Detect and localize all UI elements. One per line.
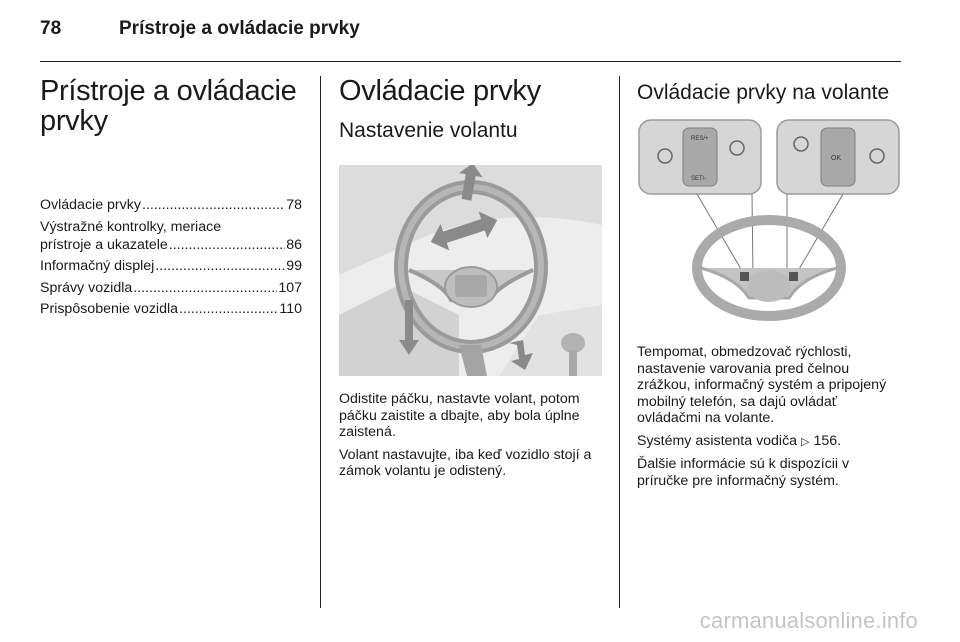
paragraph: Ďalšie informácie sú k dispozícii v príručke pre informačný systém. bbox=[637, 456, 850, 489]
section-body bbox=[637, 344, 901, 489]
ok-label: OK bbox=[831, 155, 842, 162]
toc-page: 78 bbox=[286, 197, 302, 213]
chapter-heading: Prístroje a ovládacie prvky bbox=[40, 75, 297, 137]
section-heading: Ovládacie prvky na volante bbox=[637, 81, 890, 104]
toc-leader bbox=[155, 257, 285, 275]
cross-ref-page[interactable]: 156. bbox=[813, 432, 842, 449]
toc-page: 107 bbox=[278, 279, 302, 296]
steering-adjust-illustration bbox=[339, 165, 602, 376]
section-body bbox=[339, 391, 602, 480]
toc-leader bbox=[142, 196, 285, 214]
column-2 bbox=[339, 76, 602, 486]
paragraph: Odistite páčku, nastavte volant, potom páčku zaistite a dbajte, aby bola úplne zaistená. bbox=[339, 391, 580, 440]
paragraph: Tempomat, obmedzovač rýchlosti, nastavenie varovania pred čelnou zrážkou, informačný systém a pripojený mobilný telefón, sa dajú ovládať ovládačmi na volante. bbox=[637, 344, 887, 426]
toc-entry[interactable] bbox=[40, 257, 302, 275]
toc-entry[interactable] bbox=[40, 300, 302, 318]
chapter-title: Prístroje a ovládacie prvky bbox=[119, 18, 360, 39]
toc-label: Správy vozidla bbox=[40, 279, 133, 296]
toc-entry[interactable] bbox=[40, 196, 302, 214]
res-label: RES/+ bbox=[691, 136, 709, 142]
toc-leader bbox=[179, 300, 278, 318]
toc-label: prístroje a ukazatele bbox=[40, 236, 168, 253]
column-1 bbox=[40, 76, 302, 322]
toc-label-line1: Výstražné kontrolky, meriace bbox=[40, 218, 222, 235]
subsection-heading: Nastavenie volantu bbox=[339, 119, 518, 142]
column-divider-1 bbox=[320, 76, 321, 608]
page-header bbox=[40, 18, 900, 58]
table-of-contents bbox=[40, 196, 302, 318]
toc-page: 99 bbox=[286, 258, 302, 274]
toc-page: 86 bbox=[286, 236, 302, 253]
steering-wheel-adjust-figure bbox=[339, 165, 602, 376]
watermark: carmanualsonline.info bbox=[699, 608, 918, 633]
toc-page: 110 bbox=[279, 301, 302, 317]
cross-ref-text: Systémy asistenta vodiča bbox=[637, 432, 798, 449]
toc-label: Informačný displej bbox=[40, 258, 155, 274]
header-divider bbox=[40, 61, 901, 62]
paragraph: Volant nastavujte, iba keď vozidlo stojí a zámok volantu je odistený. bbox=[339, 446, 592, 479]
toc-label: Ovládacie prvky bbox=[40, 197, 141, 213]
page-number: 78 bbox=[40, 18, 62, 39]
arrow-ref-icon: ▷ bbox=[801, 435, 810, 448]
section-heading: Ovládacie prvky bbox=[339, 75, 541, 107]
toc-entry[interactable] bbox=[40, 279, 302, 297]
steering-controls-figure bbox=[637, 118, 901, 322]
paragraph bbox=[637, 433, 901, 451]
toc-entry[interactable] bbox=[40, 218, 302, 254]
steering-controls-illustration bbox=[637, 118, 901, 322]
set-label: SET/- bbox=[691, 176, 707, 182]
column-divider-2 bbox=[619, 76, 620, 608]
column-3 bbox=[637, 76, 901, 495]
toc-label: Prispôsobenie vozidla bbox=[40, 301, 179, 317]
toc-leader bbox=[169, 236, 285, 254]
toc-leader bbox=[133, 279, 277, 297]
